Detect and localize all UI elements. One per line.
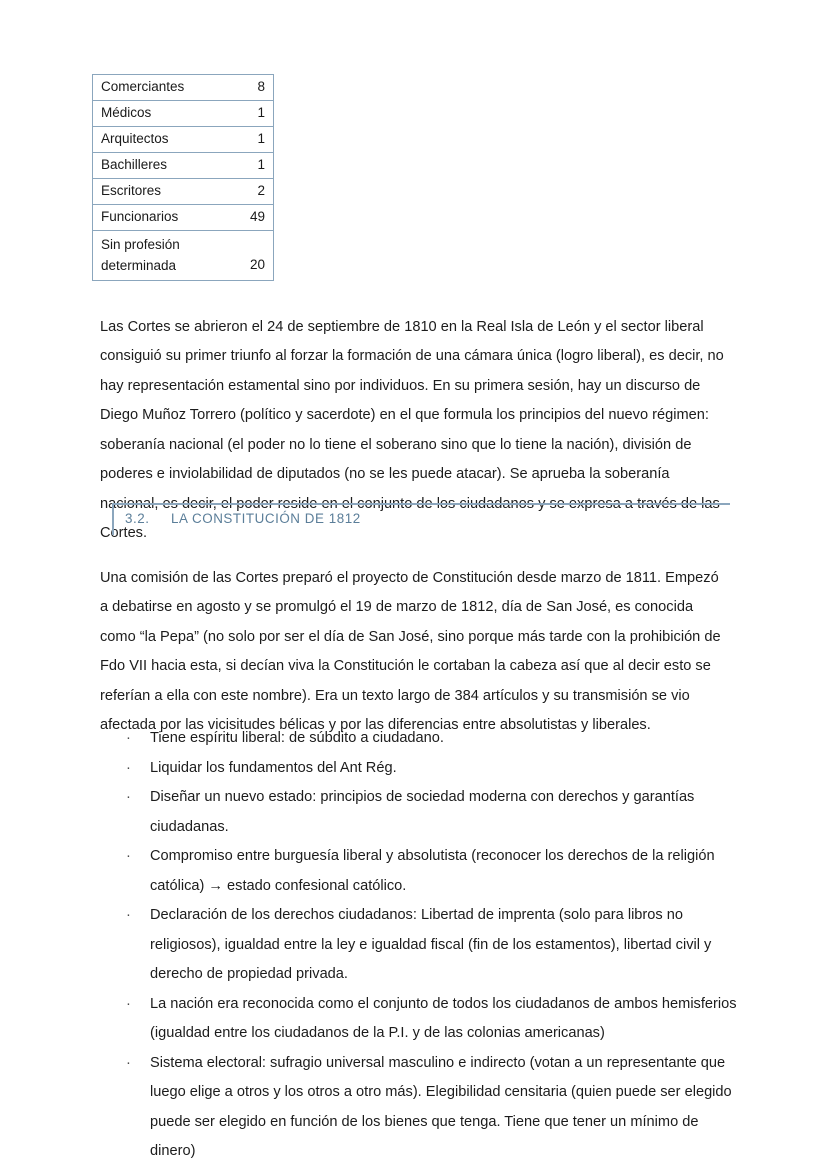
table-cell-comerciantes xyxy=(93,75,274,101)
row-label: Escritores xyxy=(101,183,162,198)
section-heading-rule xyxy=(112,503,730,535)
table-body xyxy=(93,75,274,281)
profession-distribution-table xyxy=(92,74,274,281)
row-value: 20 xyxy=(249,257,265,272)
heading-number: 3.2. xyxy=(125,511,150,526)
list-item xyxy=(100,1049,740,1167)
table-row xyxy=(93,231,274,281)
table-cell-sin-profesion-determinada xyxy=(93,231,274,281)
list-item-text: Liquidar los fundamentos del Ant Rég. xyxy=(150,759,397,776)
row-label-line2: determinada xyxy=(101,258,177,273)
bullet-dot-icon: · xyxy=(126,1054,131,1071)
table-cell-escritores xyxy=(93,179,274,205)
list-item xyxy=(100,724,740,754)
list-item-text: Compromiso entre burguesía liberal y absolutista (reconocer los derechos de la religión católica) → estado confesional católico. xyxy=(150,848,715,894)
list-item xyxy=(100,783,740,842)
bullet-list xyxy=(100,724,740,1167)
row-label-line1: Sin profesión xyxy=(101,237,180,252)
row-value: 1 xyxy=(257,131,265,146)
row-value: 8 xyxy=(257,79,265,94)
bullet-dot-icon: · xyxy=(126,730,131,746)
paragraph-comision: Una comisión de las Cortes preparó el proyecto de Constitución desde marzo de 1811. Empezó a debatirse en agosto y se promulgó el 19 de marzo de 1812, día de San José, es conocida como “la Pepa” (no solo por ser el día de San José, sino porque más tarde con la prohibición de Fdo VII hacia esta, si decían viva la Constitución le cortaban la cabeza así que al decir esto se referían a ella con este nombre). Era un texto largo de 384 artículos y su transmisión se vio afectada por las vicisitudes bélicas y por las diferencias entre absolutistas y liberales. xyxy=(100,569,721,734)
table-cell-funcionarios xyxy=(93,205,274,231)
row-value: 2 xyxy=(257,183,265,198)
table-cell-bachilleres xyxy=(93,153,274,179)
list-item-text: Declaración de los derechos ciudadanos: Libertad de imprenta (solo para libros no religiosos), igualdad entre la ley e igualdad fiscal (fin de los estamentos), libertad civil y derecho de propiedad privada. xyxy=(150,907,712,982)
list-item xyxy=(100,754,740,784)
section-heading xyxy=(114,505,730,526)
table-row xyxy=(93,153,274,179)
heading-title: LA CONSTITUCIÓN DE 1812 xyxy=(171,511,361,526)
bullet-dot-icon: · xyxy=(126,848,131,864)
row-label: Comerciantes xyxy=(101,79,185,94)
bullet-dot-icon: · xyxy=(126,759,131,776)
row-value: 1 xyxy=(257,157,265,172)
table-row xyxy=(93,205,274,231)
bullet-dot-icon: · xyxy=(126,907,131,923)
bullet-dot-icon: · xyxy=(126,789,131,805)
table-row xyxy=(93,75,274,101)
bullet-dot-icon: · xyxy=(126,995,131,1012)
list-item-text: Diseñar un nuevo estado: principios de sociedad moderna con derechos y garantías ciudadanas. xyxy=(150,789,695,835)
row-label: Bachilleres xyxy=(101,157,168,172)
list-item-text: Tiene espíritu liberal: de súbdito a ciudadano. xyxy=(150,730,444,746)
row-value: 1 xyxy=(257,105,265,120)
list-item xyxy=(100,901,740,990)
paragraph-cortes: Las Cortes se abrieron el 24 de septiembre de 1810 en la Real Isla de León y el sector liberal consiguió su primer triunfo al forzar la formación de una cámara única (logro liberal), es decir, no hay representación estamental sino por individuos. En su primera sesión, hay un discurso de Diego Muñoz Torrero (político y sacerdote) en el que formula los principios del nuevo régimen: soberanía nacional (el poder no lo tiene el soberano sino que lo tiene la nación), división de poderes e inviolabilidad de diputados (no se les puede atacar). Se aprueba la soberanía nacional, es decir, el poder reside en el conjunto de los ciudadanos y se expresa a través de las Cortes. xyxy=(100,318,724,542)
list-item-text: La nación era reconocida como el conjunto de todos los ciudadanos de ambos hemisferios (igualdad entre los ciudadanos de la P.I. y de las colonias americanas) xyxy=(150,995,737,1041)
table-row xyxy=(93,179,274,205)
list-item xyxy=(100,990,740,1049)
list-item xyxy=(100,842,740,901)
table-row xyxy=(93,127,274,153)
table-cell-medicos xyxy=(93,101,274,127)
table-cell-arquitectos xyxy=(93,127,274,153)
row-label: Arquitectos xyxy=(101,131,169,146)
row-label: Médicos xyxy=(101,105,152,120)
list-item-text: Sistema electoral: sufragio universal masculino e indirecto (votan a un representante que luego elige a otros y los otros a otro más). Elegibilidad censitaria (quien puede ser elegido puede ser elegido en función de los bienes que tenga. Tiene que tener un mínimo de dinero) xyxy=(150,1054,732,1159)
row-value: 49 xyxy=(249,209,265,224)
table-row xyxy=(93,101,274,127)
row-label: Funcionarios xyxy=(101,209,179,224)
